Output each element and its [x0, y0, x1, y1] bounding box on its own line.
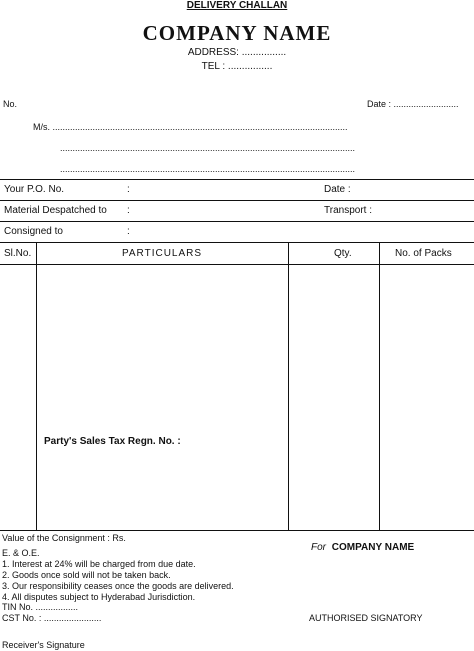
consignment-value-label: Value of the Consignment : Rs.	[2, 533, 126, 543]
despatched-to-colon: :	[127, 205, 130, 216]
po-date-label: Date :	[324, 184, 351, 195]
eoe-label: E. & O.E.	[2, 548, 40, 558]
term-3: 3. Our responsibility ceases once the goods are delivered.	[2, 581, 234, 591]
for-label: For	[311, 542, 326, 553]
address-dots-line: ......................................................................................................................	[60, 164, 356, 174]
authorised-signatory: AUTHORISED SIGNATORY	[309, 613, 423, 623]
ms-line: M/s. ......................................................................................................................	[33, 122, 348, 132]
divider	[0, 221, 474, 222]
transport-label: Transport :	[324, 205, 372, 216]
column-header-particulars: PARTICULARS	[121, 248, 203, 259]
table-header-divider	[0, 264, 474, 265]
divider	[0, 179, 474, 180]
po-number-colon: :	[127, 184, 130, 195]
divider	[0, 242, 474, 243]
challan-number-label: No.	[3, 99, 18, 109]
despatched-to-label: Material Despatched to	[4, 205, 107, 216]
term-1: 1. Interest at 24% will be charged from due date.	[2, 559, 196, 569]
table-bottom-border	[0, 530, 474, 531]
receiver-signature: Receiver's Signature	[2, 640, 85, 650]
term-2: 2. Goods once sold will not be taken back.	[2, 570, 171, 580]
column-header-slno: Sl.No.	[4, 248, 32, 259]
column-header-qty: Qty.	[334, 248, 352, 259]
for-company	[311, 542, 414, 553]
tin-number: TIN No. .................	[2, 602, 79, 612]
for-company-name: COMPANY NAME	[331, 542, 415, 553]
company-tel: TEL : ................	[201, 61, 273, 72]
po-number-label: Your P.O. No.	[4, 184, 65, 195]
consigned-to-label: Consigned to	[4, 226, 63, 237]
divider	[0, 200, 474, 201]
column-divider	[36, 242, 37, 530]
column-header-packs: No. of Packs	[395, 248, 452, 259]
column-divider	[288, 242, 289, 530]
address-dots-line: ......................................................................................................................	[60, 143, 356, 153]
company-address: ADDRESS: ................	[187, 47, 287, 58]
cst-number: CST No. : .......................	[2, 613, 102, 623]
consigned-to-colon: :	[127, 226, 130, 237]
company-name: COMPANY NAME	[142, 21, 332, 45]
column-divider	[379, 242, 380, 530]
document-title: DELIVERY CHALLAN	[186, 0, 288, 11]
sales-tax-regn-label: Party's Sales Tax Regn. No. :	[44, 436, 181, 447]
challan-date-label: Date : ..........................	[367, 99, 459, 109]
term-4: 4. All disputes subject to Hyderabad Jurisdiction.	[2, 592, 196, 602]
